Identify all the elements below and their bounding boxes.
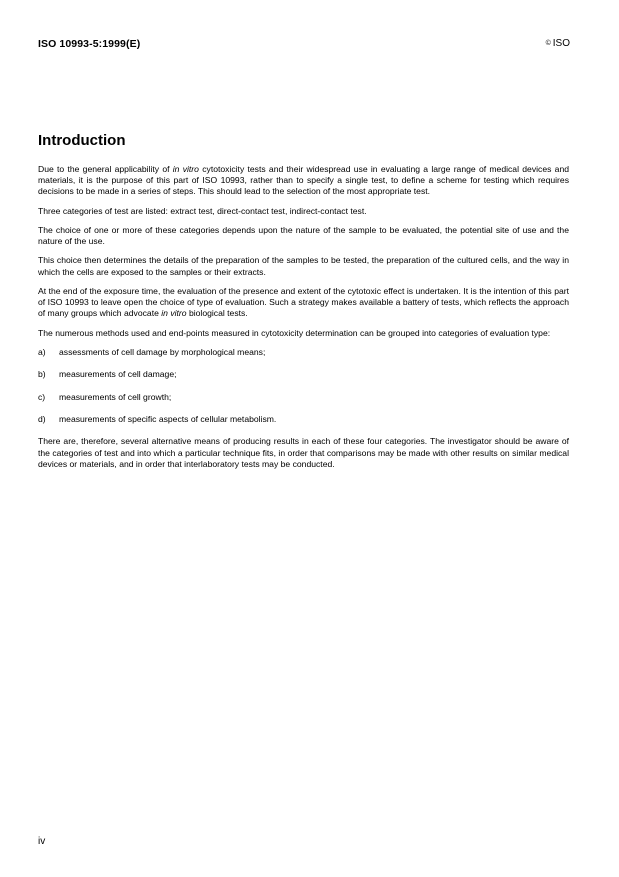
list-item-text: measurements of specific aspects of cellular metabolism. [59, 414, 277, 425]
paragraph-3: The choice of one or more of these categories depends upon the nature of the sample to be evaluated, the potential site of use and the nature of the use. [38, 224, 569, 247]
section-title: Introduction [38, 132, 126, 149]
copyright-notice [546, 38, 570, 49]
paragraph-1 [38, 164, 569, 197]
copyright-symbol: © [545, 40, 551, 47]
list-item-label: c) [38, 391, 46, 402]
list-item-label: b) [38, 369, 46, 380]
paragraph-5-text-a: At the end of the exposure time, the evaluation of the presence and extent of the cytotoxic effect is undertaken. It is the intention of this part of ISO 10993 to leave open the choice of type of evaluation. Such a strategy makes available a battery of tests, which reflects the approach of many groups which advocate [38, 285, 569, 319]
list-item-text: assessments of cell damage by morphological means; [59, 346, 266, 357]
list-item [38, 369, 569, 380]
list-item [38, 347, 569, 358]
publisher-name: ISO [552, 38, 570, 49]
paragraph-5 [38, 286, 569, 319]
list-item-label: d) [38, 414, 46, 425]
list-item [38, 414, 569, 425]
paragraph-7: There are, therefore, several alternative means of producing results in each of these four categories. The investigator should be aware of the categories of test and into which a particular technique fits, in order that comparisons may be made with other results on similar medical devices or materials, and in order that interlaboratory tests may be conducted. [38, 436, 569, 469]
list-item-text: measurements of cell damage; [59, 369, 177, 380]
paragraph-1-italic: in vitro [172, 164, 199, 174]
paragraph-6: The numerous methods used and end-points measured in cytotoxicity determination can be grouped into categories of evaluation type: [38, 327, 551, 338]
paragraph-1-text-a: Due to the general applicability of [38, 164, 173, 174]
paragraph-5-italic: in vitro [161, 308, 187, 319]
paragraph-2: Three categories of test are listed: extract test, direct-contact test, indirect-contact test. [38, 205, 367, 216]
paragraph-1-text-b: cytotoxicity tests and their widespread use in evaluating a large range of medical devices and materials, it is the purpose of this part of ISO 10993, rather than to specify a single test, to define a scheme for testing which requires decisions to be made in a series of steps. This should lead to the selection of the most appropriate test. [38, 164, 570, 197]
document-body [38, 164, 569, 470]
list-item-text: measurements of cell growth; [59, 391, 172, 402]
list-item [38, 392, 569, 403]
page-number: iv [38, 836, 46, 847]
evaluation-type-list [38, 347, 569, 425]
paragraph-4: This choice then determines the details of the preparation of the samples to be tested, the preparation of the cultured cells, and the way in which the cells are exposed to the samples or their extracts. [38, 255, 569, 277]
paragraph-5-text-b: biological tests. [186, 308, 248, 319]
document-id: ISO 10993-5:1999(E) [38, 38, 141, 50]
list-item-label: a) [38, 346, 46, 357]
